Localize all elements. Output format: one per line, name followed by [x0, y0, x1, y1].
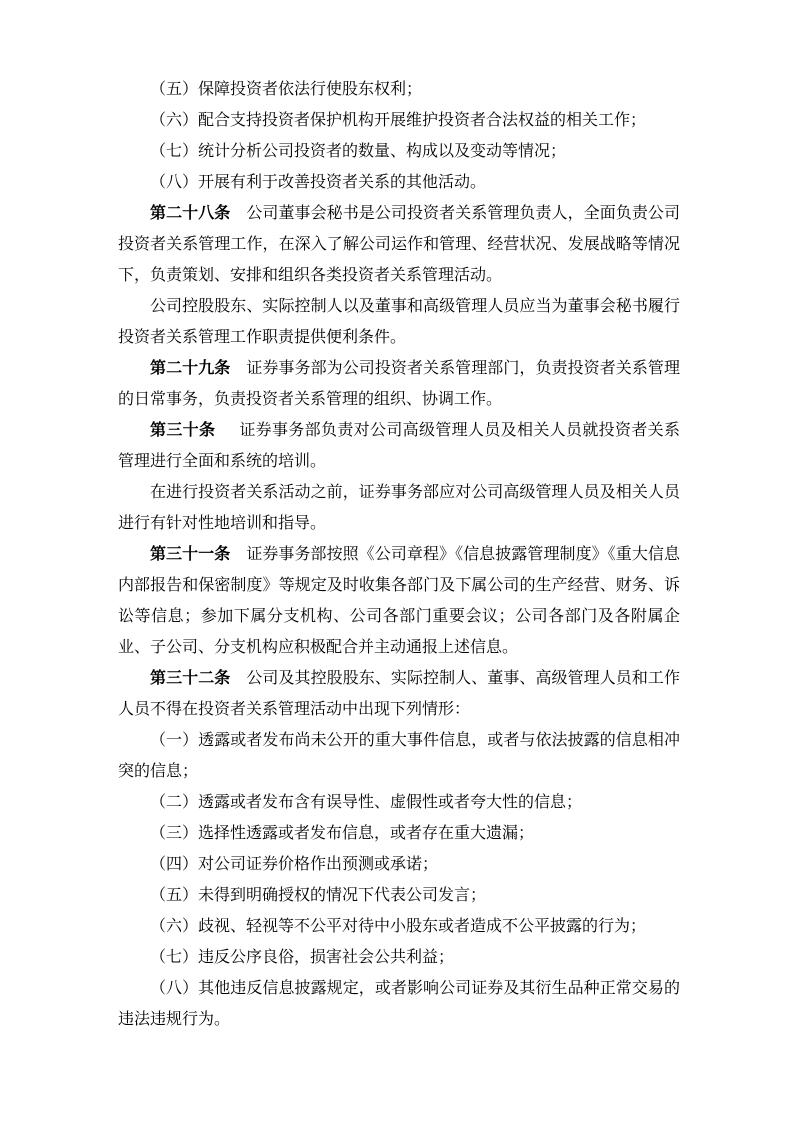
paragraph-text: 公司控股股东、实际控制人以及董事和高级管理人员应当为董事会秘书履行投资者关系管理工作职责提供便利条件。: [118, 298, 680, 346]
document-paragraph: [118, 911, 680, 942]
document-paragraph: [118, 818, 680, 849]
document-paragraph: [118, 74, 680, 105]
document-paragraph: [118, 787, 680, 818]
paragraph-text: （八）其他违反信息披露规定，或者影响公司证券及其衍生品种正常交易的违法违规行为。: [118, 980, 680, 1028]
article-number: 第二十八条: [150, 205, 231, 222]
article-number: 第二十九条: [150, 360, 231, 377]
article-number: 第三十一条: [150, 546, 231, 563]
paragraph-text: （二）透露或者发布含有误导性、虚假性或者夸大性的信息；: [150, 794, 583, 811]
paragraph-text: （六）歧视、轻视等不公平对待中小股东或者造成不公平披露的行为；: [150, 918, 647, 935]
paragraph-text: 公司及其控股股东、实际控制人、董事、高级管理人员和工作人员不得在投资者关系管理活动中出现下列情形：: [118, 670, 680, 718]
document-paragraph: [118, 167, 680, 198]
paragraph-text: （四）对公司证券价格作出预测或承诺；: [150, 856, 439, 873]
paragraph-text: 证券事务部按照《公司章程》《信息披露管理制度》《重大信息内部报告和保密制度》等规定及时收集各部门及下属公司的生产经营、财务、诉讼等信息；参加下属分支机构、公司各部门重要会议；公司各部门及各附属企业、子公司、分支机构应积极配合并主动通报上述信息。: [118, 546, 680, 656]
paragraph-text: 证券事务部为公司投资者关系管理部门，负责投资者关系管理的日常事务，负责投资者关系管理的组织、协调工作。: [118, 360, 680, 408]
paragraph-text: 证券事务部负责对公司高级管理人员及相关人员就投资者关系管理进行全面和系统的培训。: [118, 422, 680, 470]
document-paragraph: [118, 198, 680, 291]
document-paragraph: [118, 663, 680, 725]
article-number: 第三十条: [150, 422, 216, 439]
document-paragraph: [118, 880, 680, 911]
paragraph-text: （五）保障投资者依法行使股东权利；: [150, 81, 423, 98]
paragraph-text: （七）统计分析公司投资者的数量、构成以及变动等情况；: [150, 143, 567, 160]
paragraph-text: （七）违反公序良俗，损害社会公共利益；: [150, 949, 455, 966]
document-paragraph: [118, 942, 680, 973]
paragraph-text: （六）配合支持投资者保护机构开展维护投资者合法权益的相关工作；: [150, 112, 647, 129]
paragraph-text: （八）开展有利于改善投资者关系的其他活动。: [150, 174, 487, 191]
document-paragraph: [118, 539, 680, 663]
document-paragraph: [118, 477, 680, 539]
document-paragraph: [118, 105, 680, 136]
paragraph-text: （三）选择性透露或者发布信息，或者存在重大遗漏；: [150, 825, 535, 842]
document-paragraph: [118, 353, 680, 415]
document-paragraph: [118, 849, 680, 880]
document-paragraph: [118, 973, 680, 1035]
document-paragraph: [118, 291, 680, 353]
paragraph-text: （五）未得到明确授权的情况下代表公司发言；: [150, 887, 487, 904]
paragraph-text: 公司董事会秘书是公司投资者关系管理负责人，全面负责公司投资者关系管理工作，在深入了解公司运作和管理、经营状况、发展战略等情况下，负责策划、安排和组织各类投资者关系管理活动。: [118, 205, 680, 284]
document-paragraph: [118, 136, 680, 167]
document-content: [118, 74, 680, 1035]
document-paragraph: [118, 725, 680, 787]
paragraph-text: 在进行投资者关系活动之前，证券事务部应对公司高级管理人员及相关人员进行有针对性地培训和指导。: [118, 484, 680, 532]
article-number: 第三十二条: [150, 670, 231, 687]
paragraph-text: （一）透露或者发布尚未公开的重大事件信息，或者与依法披露的信息相冲突的信息；: [118, 732, 680, 780]
document-paragraph: [118, 415, 680, 477]
